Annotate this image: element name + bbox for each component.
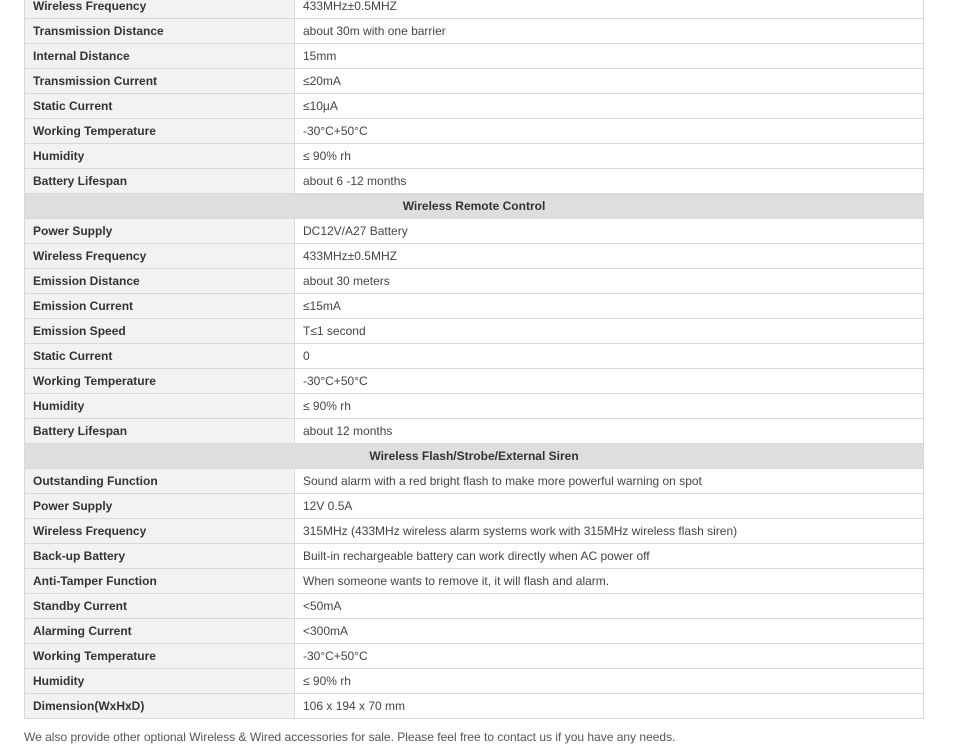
section-header-row — [25, 444, 924, 469]
table-row — [25, 369, 924, 394]
spec-value: 0 — [295, 344, 924, 369]
spec-value: DC12V/A27 Battery — [295, 219, 924, 244]
spec-label: Emission Speed — [25, 319, 295, 344]
spec-label: Internal Distance — [25, 44, 295, 69]
table-row — [25, 694, 924, 719]
table-row — [25, 519, 924, 544]
specification-table — [24, 0, 924, 719]
spec-value: ≤ 90% rh — [295, 394, 924, 419]
table-row — [25, 494, 924, 519]
accessories-note: We also provide other optional Wireless & Wired accessories for sale. Please feel free to contact us if you have any needs. — [24, 730, 676, 744]
spec-label: Transmission Current — [25, 69, 295, 94]
spec-label: Wireless Frequency — [25, 244, 295, 269]
spec-value: T≤1 second — [295, 319, 924, 344]
specification-table-body — [25, 0, 924, 719]
spec-label: Humidity — [25, 144, 295, 169]
spec-label: Battery Lifespan — [25, 419, 295, 444]
spec-label: Dimension(WxHxD) — [25, 694, 295, 719]
spec-value: ≤ 90% rh — [295, 144, 924, 169]
table-row — [25, 44, 924, 69]
table-row — [25, 0, 924, 19]
section-header-row — [25, 194, 924, 219]
table-row — [25, 594, 924, 619]
spec-label: Wireless Frequency — [25, 519, 295, 544]
table-row — [25, 669, 924, 694]
spec-value: ≤20mA — [295, 69, 924, 94]
table-row — [25, 319, 924, 344]
spec-label: Static Current — [25, 344, 295, 369]
spec-value: about 12 months — [295, 419, 924, 444]
table-row — [25, 419, 924, 444]
spec-label: Working Temperature — [25, 119, 295, 144]
table-row — [25, 344, 924, 369]
spec-label: Humidity — [25, 394, 295, 419]
section-title: Wireless Flash/Strobe/External Siren — [25, 444, 924, 469]
spec-value: ≤ 90% rh — [295, 669, 924, 694]
spec-value: 15mm — [295, 44, 924, 69]
spec-label: Alarming Current — [25, 619, 295, 644]
table-row — [25, 219, 924, 244]
spec-label: Emission Current — [25, 294, 295, 319]
spec-label: Transmission Distance — [25, 19, 295, 44]
spec-value: <50mA — [295, 594, 924, 619]
spec-value: Built-in rechargeable battery can work directly when AC power off — [295, 544, 924, 569]
spec-value: ≤10μA — [295, 94, 924, 119]
spec-label: Static Current — [25, 94, 295, 119]
table-row — [25, 269, 924, 294]
table-row — [25, 94, 924, 119]
spec-label: Humidity — [25, 669, 295, 694]
spec-value: 315MHz (433MHz wireless alarm systems work with 315MHz wireless flash siren) — [295, 519, 924, 544]
spec-label: Working Temperature — [25, 369, 295, 394]
spec-value: <300mA — [295, 619, 924, 644]
spec-value: -30°C+50°C — [295, 369, 924, 394]
table-row — [25, 394, 924, 419]
table-row — [25, 619, 924, 644]
table-row — [25, 644, 924, 669]
table-row — [25, 119, 924, 144]
table-row — [25, 569, 924, 594]
spec-label: Working Temperature — [25, 644, 295, 669]
table-row — [25, 294, 924, 319]
table-row — [25, 19, 924, 44]
spec-value: about 6 -12 months — [295, 169, 924, 194]
spec-label: Anti-Tamper Function — [25, 569, 295, 594]
spec-label: Outstanding Function — [25, 469, 295, 494]
table-row — [25, 244, 924, 269]
spec-label: Battery Lifespan — [25, 169, 295, 194]
table-row — [25, 469, 924, 494]
spec-label: Emission Distance — [25, 269, 295, 294]
spec-label: Power Supply — [25, 494, 295, 519]
section-title: Wireless Remote Control — [25, 194, 924, 219]
table-row — [25, 169, 924, 194]
spec-value: 12V 0.5A — [295, 494, 924, 519]
spec-value: -30°C+50°C — [295, 644, 924, 669]
spec-label: Back-up Battery — [25, 544, 295, 569]
spec-value: When someone wants to remove it, it will flash and alarm. — [295, 569, 924, 594]
spec-value: 106 x 194 x 70 mm — [295, 694, 924, 719]
spec-value: 433MHz±0.5MHZ — [295, 0, 924, 19]
spec-label: Power Supply — [25, 219, 295, 244]
spec-value: ≤15mA — [295, 294, 924, 319]
spec-value: Sound alarm with a red bright flash to make more powerful warning on spot — [295, 469, 924, 494]
spec-value: -30°C+50°C — [295, 119, 924, 144]
table-row — [25, 144, 924, 169]
spec-value: about 30 meters — [295, 269, 924, 294]
spec-label: Wireless Frequency — [25, 0, 295, 19]
table-row — [25, 544, 924, 569]
spec-value: 433MHz±0.5MHZ — [295, 244, 924, 269]
spec-value: about 30m with one barrier — [295, 19, 924, 44]
table-row — [25, 69, 924, 94]
spec-label: Standby Current — [25, 594, 295, 619]
